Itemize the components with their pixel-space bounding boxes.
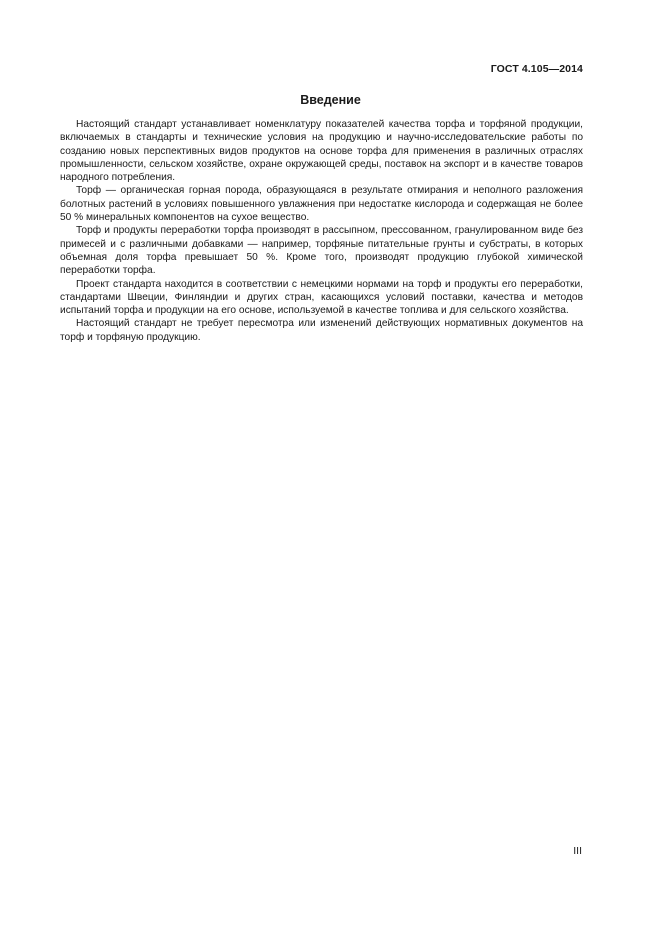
paragraph: Торф и продукты переработки торфа производят в рассыпном, прессованном, гранулированном виде без примесей и с различными добавками — например, торфяные питательные грунты и субстраты, в которых объемная доля торфа превышает 50 %. Кроме того, производят продукцию глубокой химической переработки торфа. <box>60 225 583 277</box>
section-title: Введение <box>300 93 361 107</box>
document-code: ГОСТ 4.105—2014 <box>490 63 583 75</box>
paragraph: Настоящий стандарт устанавливает номенклатуру показателей качества торфа и торфяной продукции, включаемых в стандарты и технические условия на продукцию и научно-исследовательские работы по созданию новых перспективных видов продуктов на основе торфа для применения в различных отраслях промышленности, сельском хозяйстве, охране окружающей среды, поставок на экспорт и в качестве товаров народного потребления. <box>60 119 583 184</box>
paragraph: Проект стандарта находится в соответствии с немецкими нормами на торф и продукты его переработки, стандартами Швеции, Финляндии и других стран, касающихся условий поставки, качества и методов испытаний торфа и продукции на его основе, используемой в качестве топлива и для сельского хозяйства. <box>60 278 583 317</box>
body-text <box>60 118 583 344</box>
paragraph: Настоящий стандарт не требует пересмотра или изменений действующих нормативных документов на торф и торфяную продукцию. <box>60 318 583 343</box>
paragraph: Торф — органическая горная порода, образующаяся в результате отмирания и неполного разложения болотных растений в условиях повышенного увлажнения при недостатке кислорода и содержащая не более 50 % минеральных компонентов на сухое вещество. <box>60 185 583 224</box>
page-number: III <box>573 845 582 857</box>
